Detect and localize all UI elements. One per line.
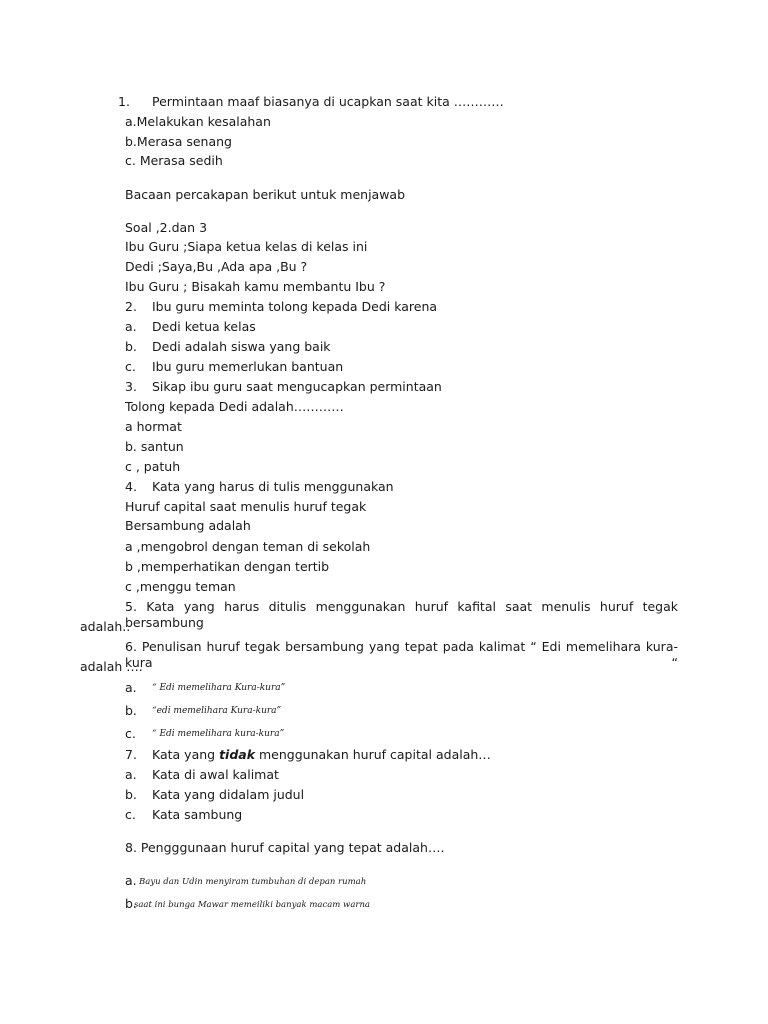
q1-option-c: c. Merasa sedih	[125, 153, 223, 168]
dialog-line: Dedi ;Saya,Bu ,Ada apa ,Bu ?	[125, 259, 308, 274]
q8-question: 8. Pengggunaan huruf capital yang tepat adalah….	[125, 840, 445, 855]
q2-option-a: Dedi ketua kelas	[152, 319, 256, 334]
q5-question: 5. Kata yang harus ditulis menggunakan huruf kafital saat menulis huruf tegak bersambung	[125, 599, 678, 630]
q3-number: 3.	[125, 379, 137, 394]
q4-option-a: a ,mengobrol dengan teman di sekolah	[125, 539, 371, 554]
q8-option-b-letter: b.	[125, 896, 137, 911]
q7-option-a: Kata di awal kalimat	[152, 767, 279, 782]
q1-option-b: b.Merasa senang	[125, 134, 232, 149]
q4-option-b: b ,memperhatikan dengan tertib	[125, 559, 330, 574]
q7-option-b: Kata yang didalam judul	[152, 787, 305, 802]
q7-question	[152, 747, 491, 763]
dialog-line: Ibu Guru ;Siapa ketua kelas di kelas ini	[125, 239, 368, 254]
q7-number: 7.	[125, 747, 137, 762]
reading-intro: Bacaan percakapan berikut untuk menjawab	[125, 187, 406, 202]
q3-question: Sikap ibu guru saat mengucapkan permintaan	[152, 379, 442, 394]
q3-option-b: b. santun	[125, 439, 184, 454]
q4-question-cont: Huruf capital saat menulis huruf tegak	[125, 499, 367, 514]
q5-question-cont: adalah..	[80, 619, 131, 634]
q6-option-a-letter: a.	[125, 680, 137, 695]
q2-number: 2.	[125, 299, 137, 314]
q2-option-c-letter: c.	[125, 359, 136, 374]
q1-number: 1.	[118, 94, 130, 109]
q7-option-b-letter: b.	[125, 787, 137, 802]
q7-option-a-letter: a.	[125, 767, 137, 782]
q6-question: 6. Penulisan huruf tegak bersambung yang tepat pada kalimat “ Edi memelihara kura-kura “	[125, 639, 678, 670]
q2-option-a-letter: a.	[125, 319, 137, 334]
q8-option-b: saat ini bunga Mawar memeiliki banyak macam warna	[134, 900, 370, 910]
reading-soal: Soal ,2.dan 3	[125, 220, 208, 235]
q4-option-c: c ,menggu teman	[125, 579, 236, 594]
q1-question: Permintaan maaf biasanya di ucapkan saat kita …………	[152, 94, 504, 109]
q2-option-b-letter: b.	[125, 339, 137, 354]
q6-option-b: “edi memelihara Kura-kura”	[152, 706, 282, 716]
q6-option-b-letter: b.	[125, 703, 137, 718]
q6-option-c: “ Edi memelihara kura-kura”	[152, 729, 285, 739]
dialog-line: Ibu Guru ; Bisakah kamu membantu Ibu ?	[125, 279, 386, 294]
q3-option-a: a hormat	[125, 419, 182, 434]
q6-option-a: “ Edi memelihara Kura-kura”	[152, 683, 286, 693]
q8-option-a: Bayu dan Udin menyiram tumbuhan di depan rumah	[139, 877, 367, 887]
q6-question-cont: adalah ….	[80, 659, 143, 674]
q8-option-a-letter: a.	[125, 873, 137, 888]
q4-question-cont: Bersambung adalah	[125, 518, 251, 533]
q7-question-emphasis: tidak	[219, 747, 256, 762]
q7-question-pre: Kata yang	[152, 747, 220, 762]
q1-option-a: a.Melakukan kesalahan	[125, 114, 271, 129]
q4-number: 4.	[125, 479, 137, 494]
q7-option-c-letter: c.	[125, 807, 136, 822]
q3-question-cont: Tolong kepada Dedi adalah…………	[125, 399, 344, 414]
q2-option-b: Dedi adalah siswa yang baik	[152, 339, 331, 354]
q6-option-c-letter: c.	[125, 726, 136, 741]
q2-question: Ibu guru meminta tolong kepada Dedi karena	[152, 299, 438, 314]
q2-option-c: Ibu guru memerlukan bantuan	[152, 359, 344, 374]
q3-option-c: c , patuh	[125, 459, 181, 474]
q4-question: Kata yang harus di tulis menggunakan	[152, 479, 394, 494]
q7-option-c: Kata sambung	[152, 807, 243, 822]
q7-question-post: menggunakan huruf capital adalah…	[255, 747, 491, 762]
